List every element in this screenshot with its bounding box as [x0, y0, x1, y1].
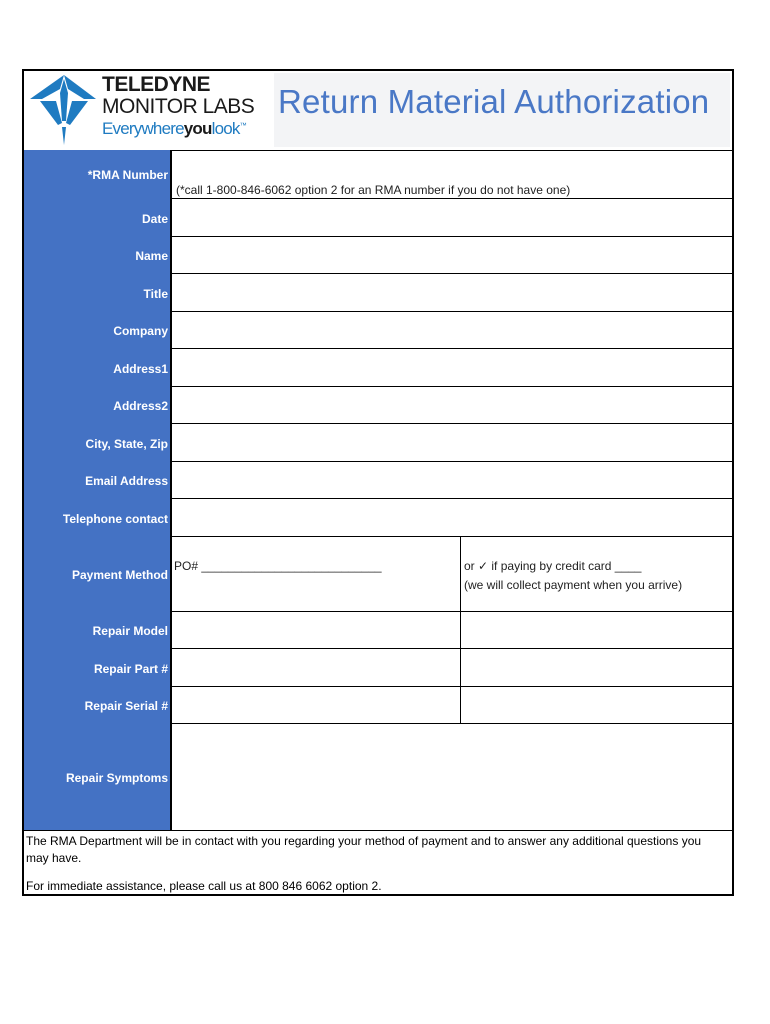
footer-line2: may have.: [26, 851, 82, 865]
page-title: Return Material Authorization: [278, 83, 710, 120]
label-column: [24, 150, 170, 830]
label-repair-model: Repair Model: [92, 624, 168, 638]
label-city-state-zip: City, State, Zip: [85, 437, 168, 451]
repair-model-field[interactable]: [172, 612, 459, 648]
label-email: Email Address: [85, 474, 168, 488]
form-header: [24, 71, 732, 151]
label-name: Name: [135, 249, 168, 263]
logo-tagline: [102, 119, 246, 139]
title-field[interactable]: [172, 274, 732, 311]
logo-line1: TELEDYNE: [102, 73, 211, 96]
footer-line1: The RMA Department will be in contact with you regarding your method of payment and to answer any additional questions you: [26, 834, 702, 848]
credit-card-note: (we will collect payment when you arrive): [464, 578, 683, 592]
tagline-everywhere: Everywhere: [102, 119, 184, 138]
label-repair-serial: Repair Serial #: [84, 699, 168, 713]
column-divider: [460, 536, 461, 723]
rma-form: [22, 69, 734, 896]
label-payment-method: Payment Method: [71, 568, 168, 582]
city-state-zip-field[interactable]: [172, 424, 732, 461]
email-field[interactable]: [172, 462, 732, 498]
address2-field[interactable]: [172, 387, 732, 423]
label-repair-part: Repair Part #: [93, 662, 168, 676]
field-area: [170, 150, 732, 830]
name-field[interactable]: [172, 237, 732, 273]
tagline-you: you: [183, 119, 212, 138]
label-address1: Address1: [113, 362, 168, 376]
po-number-field[interactable]: PO# ___________________________: [174, 559, 382, 573]
logo-line2: MONITOR LABS: [102, 95, 255, 118]
footer-line3: For immediate assistance, please call us at 800 846 6062 option 2.: [26, 879, 382, 893]
label-date: Date: [141, 212, 168, 226]
label-title: Title: [143, 287, 168, 301]
label-repair-symptoms: Repair Symptoms: [65, 771, 168, 785]
trademark: ™: [239, 122, 246, 130]
company-field[interactable]: [172, 312, 732, 348]
label-telephone: Telephone contact: [62, 512, 168, 526]
telephone-field[interactable]: [172, 499, 732, 536]
label-rma-number: *RMA Number: [87, 168, 168, 182]
tagline-look: look: [211, 119, 240, 138]
footer-note: [24, 830, 732, 895]
rma-number-note: (*call 1-800-846-6062 option 2 for an RMA number if you do not have one): [176, 183, 571, 197]
title-banner: [274, 73, 730, 147]
address1-field[interactable]: [172, 349, 732, 386]
row-divider: [172, 536, 734, 537]
repair-part-field[interactable]: [172, 649, 459, 686]
repair-serial-field[interactable]: [172, 687, 459, 723]
label-company: Company: [113, 324, 168, 338]
date-field[interactable]: [172, 199, 732, 236]
repair-symptoms-field[interactable]: [172, 724, 732, 829]
credit-card-option[interactable]: or ✓ if paying by credit card ____: [464, 559, 642, 573]
label-address2: Address2: [113, 399, 168, 413]
teledyne-logo: [26, 71, 271, 149]
